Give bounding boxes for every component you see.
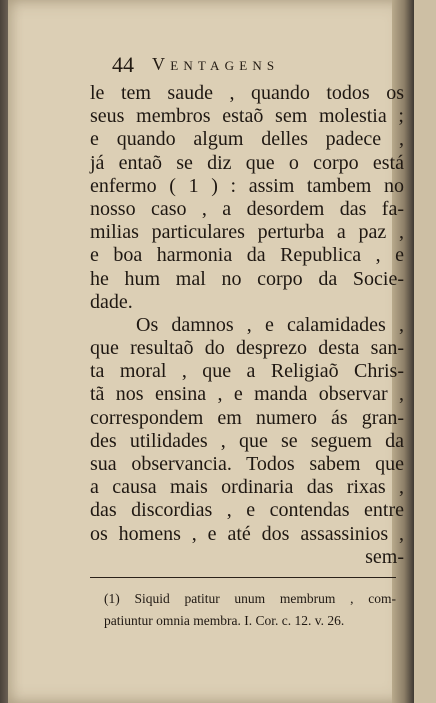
text-line: os homens , e até dos assassinios , [90,522,404,545]
text-line: sua observancia. Todos sabem que [90,453,404,475]
footnote-line: (1) Siquid patitur unum membrum , com- [104,591,396,606]
text-line: le tem saude , quando todos os [90,82,404,104]
text-line: que resultaõ do desprezo desta san- [90,337,404,360]
running-head: Ventagens [152,54,280,74]
text-line: des utilidades , que se seguem da [90,429,404,452]
text-line: e boa harmonia da Republica , e [90,244,404,267]
paragraph-start-line: Os damnos , e calamidades , [136,313,404,336]
page-number: 44 [112,52,134,77]
text-line: seus membros estaõ sem molestia ; [90,105,404,128]
page-header [112,52,352,78]
text-line: dade. [90,290,133,313]
text-line: nosso caso , a desordem das fa- [90,197,404,220]
body-text [90,82,404,569]
text-line: a causa mais ordinaria das rixas , [90,476,404,499]
text-line: milias particulares perturba a paz , [90,221,404,244]
text-line: e quando algum delles padece , [90,128,404,151]
catchword: sem- [365,545,404,568]
text-line: he hum mal no corpo da Socie- [90,267,404,290]
text-line: tã nos ensina , e manda observar , [90,383,404,406]
text-line: enfermo ( 1 ) : assim tambem no [90,174,404,197]
footnote-divider [90,577,396,578]
text-line: ta moral , que a Religiaõ Chris- [90,360,404,383]
footnote [104,588,396,632]
text-line: correspondem em numero ás gran- [90,406,404,429]
text-line: já entaõ se diz que o corpo está [90,151,404,174]
text-line: das discordias , e contendas entre [90,499,404,522]
footnote-line: patiuntur omnia membra. I. Cor. c. 12. v. 26. [104,613,345,628]
